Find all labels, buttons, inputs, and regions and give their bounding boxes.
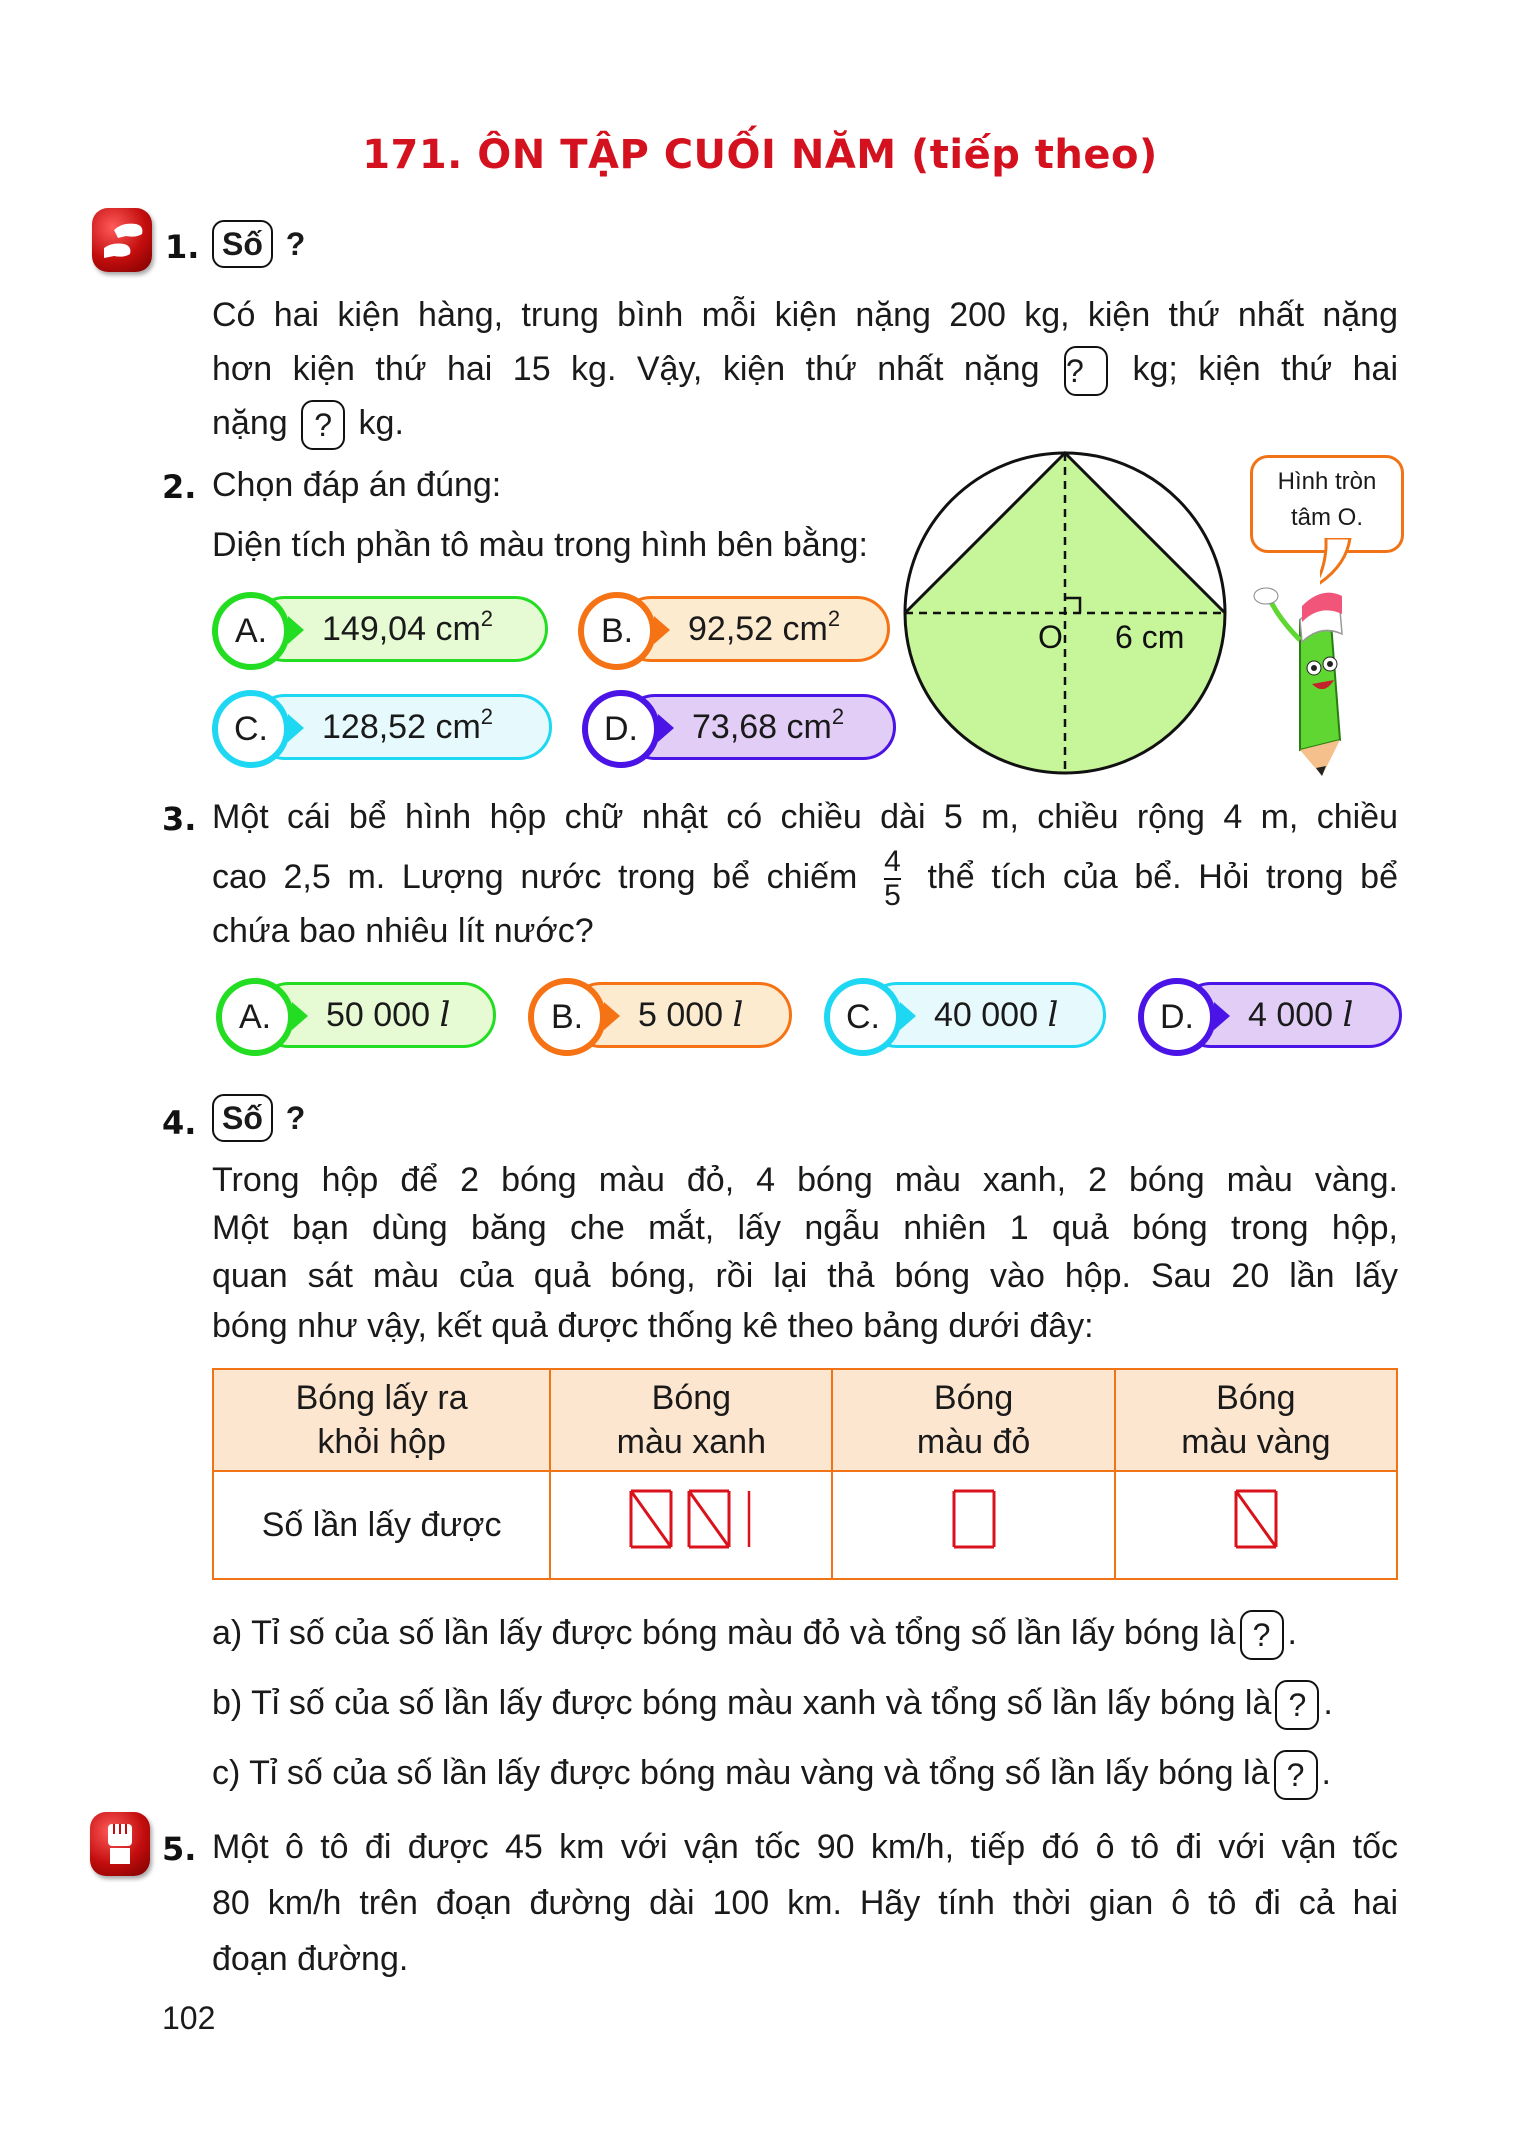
option-value: 5 000 l bbox=[638, 995, 744, 1035]
option-arrow-icon bbox=[604, 1002, 620, 1030]
answer-blank[interactable]: ? bbox=[1240, 1610, 1284, 1660]
q4-sub-b: b) Tỉ số của số lần lấy được bóng màu xanh và tổng số lần lấy bóng là ? . bbox=[212, 1676, 1333, 1730]
q5-line: Một ô tô đi được 45 km với vận tốc 90 km/h, tiếp đó ô tô đi với vận tốc bbox=[212, 1828, 1398, 1866]
tally-stroke bbox=[631, 1491, 671, 1547]
q1-line3 bbox=[212, 396, 404, 450]
bubble-line-1: Hình tròn bbox=[1277, 468, 1377, 495]
q1-header bbox=[208, 220, 305, 268]
option-letter: A. bbox=[216, 978, 294, 1056]
q2-option-a[interactable] bbox=[212, 596, 548, 662]
question-number-4: 4. bbox=[162, 1104, 197, 1142]
tally-stroke bbox=[689, 1491, 729, 1547]
option-arrow-icon bbox=[288, 616, 304, 644]
q4-sub-c: c) Tỉ số của số lần lấy được bóng màu vàng và tổng số lần lấy bóng là ? . bbox=[212, 1746, 1331, 1800]
answer-blank[interactable]: ? bbox=[1064, 346, 1108, 396]
q4-line: Trong hộp để 2 bóng màu đỏ, 4 bóng màu xanh, 2 bóng màu vàng. bbox=[212, 1161, 1398, 1199]
q2-option-c[interactable] bbox=[212, 694, 552, 760]
q1-line3-a: nặng bbox=[212, 404, 288, 442]
q2-option-b[interactable] bbox=[578, 596, 890, 662]
so-tag: Số bbox=[212, 1094, 273, 1142]
q3-option-d[interactable] bbox=[1138, 982, 1402, 1048]
option-letter: D. bbox=[582, 690, 660, 768]
header-cell: Bóng màu vàng bbox=[1115, 1369, 1397, 1471]
option-value: 149,04 $cm^2$ bbox=[322, 606, 494, 648]
option-letter: A. bbox=[212, 592, 290, 670]
option-letter: D. bbox=[1138, 978, 1216, 1056]
question-number-5: 5. bbox=[162, 1830, 197, 1868]
q1-line3-b: kg. bbox=[358, 404, 404, 442]
q4-line: Một bạn dùng băng che mắt, lấy ngẫu nhiên 1 quả bóng trong hộp, bbox=[212, 1209, 1398, 1247]
q4-line: quan sát màu của quả bóng, rồi lại thả bóng vào hộp. Sau 20 lần lấy bbox=[212, 1257, 1398, 1295]
table-header-row bbox=[213, 1369, 1397, 1471]
option-letter: C. bbox=[824, 978, 902, 1056]
tally-table bbox=[212, 1368, 1398, 1580]
tally-marks bbox=[1156, 1485, 1356, 1555]
option-arrow-icon bbox=[654, 616, 670, 644]
q1-line2-b: kg; kiện thứ hai bbox=[1132, 350, 1399, 388]
tally-cell-red bbox=[832, 1471, 1114, 1579]
option-value: 92,52 $cm^2$ bbox=[688, 606, 841, 648]
q3-option-a[interactable] bbox=[216, 982, 496, 1048]
fraction bbox=[884, 846, 901, 912]
page-title: 171. ÔN TẬP CUỐI NĂM (tiếp theo) bbox=[362, 132, 1158, 178]
bubble-line-2: tâm O. bbox=[1290, 504, 1363, 531]
q2-option-d[interactable] bbox=[582, 694, 896, 760]
option-arrow-icon bbox=[288, 714, 304, 742]
option-value: 4 000 l bbox=[1248, 995, 1354, 1035]
q4-header bbox=[208, 1094, 305, 1142]
option-arrow-icon bbox=[900, 1002, 916, 1030]
tally-stroke bbox=[1236, 1491, 1276, 1547]
q2-text: Diện tích phần tô màu trong hình bên bằng: bbox=[212, 526, 868, 564]
hands-pointing-icon bbox=[92, 208, 152, 272]
answer-blank[interactable]: ? bbox=[301, 400, 345, 450]
tally-marks bbox=[874, 1485, 1074, 1555]
question-number-3: 3. bbox=[162, 800, 197, 838]
q5-line: 80 km/h trên đoạn đường dài 100 km. Hãy tính thời gian ô tô đi cả hai bbox=[212, 1884, 1398, 1922]
option-value: 40 000 l bbox=[934, 995, 1059, 1035]
option-value: 73,68 $cm^2$ bbox=[692, 704, 845, 746]
q3-line2-a: cao 2,5 m. Lượng nước trong bể chiếm bbox=[212, 857, 858, 896]
q5-line: đoạn đường. bbox=[212, 1940, 409, 1978]
option-letter: B. bbox=[528, 978, 606, 1056]
q3-line2 bbox=[212, 846, 1398, 912]
question-mark: ? bbox=[285, 226, 306, 262]
table-row bbox=[213, 1471, 1397, 1579]
q3-option-b[interactable] bbox=[528, 982, 792, 1048]
question-number-2: 2. bbox=[162, 468, 197, 506]
tally-marks bbox=[591, 1485, 791, 1555]
question-mark: ? bbox=[285, 1100, 306, 1136]
option-arrow-icon bbox=[292, 1002, 308, 1030]
raised-fist-icon bbox=[90, 1812, 150, 1876]
q3-line1: Một cái bể hình hộp chữ nhật có chiều dài 5 m, chiều rộng 4 m, chiều bbox=[212, 798, 1398, 836]
option-letter: B. bbox=[578, 592, 656, 670]
header-cell: Bóng lấy ra khỏi hộp bbox=[213, 1369, 550, 1471]
q4-sub-a: a) Tỉ số của số lần lấy được bóng màu đỏ và tổng số lần lấy bóng là ? . bbox=[212, 1606, 1297, 1660]
q2-prompt: Chọn đáp án đúng: bbox=[212, 466, 502, 504]
fraction-numerator: 4 bbox=[884, 845, 901, 878]
header-cell: Bóng màu xanh bbox=[550, 1369, 832, 1471]
row-label: Số lần lấy được bbox=[213, 1471, 550, 1579]
answer-blank[interactable]: ? bbox=[1274, 1750, 1318, 1800]
option-arrow-icon bbox=[1214, 1002, 1230, 1030]
radius-label: 6 cm bbox=[1115, 619, 1185, 655]
tally-cell-green bbox=[550, 1471, 832, 1579]
question-number-1: 1. bbox=[165, 228, 200, 266]
option-letter: C. bbox=[212, 690, 290, 768]
q1-line1: Có hai kiện hàng, trung bình mỗi kiện nặng 200 kg, kiện thứ nhất nặng bbox=[212, 296, 1398, 334]
tally-cell-yellow bbox=[1115, 1471, 1397, 1579]
header-cell: Bóng màu đỏ bbox=[832, 1369, 1114, 1471]
pencil-mascot-icon bbox=[1230, 580, 1370, 780]
fraction-denominator: 5 bbox=[884, 879, 901, 912]
page-number: 102 bbox=[162, 2000, 216, 2036]
option-arrow-icon bbox=[658, 714, 674, 742]
q1-line2-a: hơn kiện thứ hai 15 kg. Vậy, kiện thứ nhất nặng bbox=[212, 350, 1040, 388]
answer-blank[interactable]: ? bbox=[1275, 1680, 1319, 1730]
q3-line2-b: thể tích của bể. Hỏi trong bể bbox=[927, 857, 1398, 896]
q1-line2 bbox=[212, 342, 1398, 396]
center-label: O bbox=[1038, 619, 1063, 655]
q3-line3: chứa bao nhiêu lít nước? bbox=[212, 912, 594, 950]
so-tag: Số bbox=[212, 220, 273, 268]
q4-line: bóng như vậy, kết quả được thống kê theo bảng dưới đây: bbox=[212, 1307, 1094, 1345]
circle-figure bbox=[900, 448, 1230, 778]
option-value: 128,52 $cm^2$ bbox=[322, 704, 494, 746]
q3-option-c[interactable] bbox=[824, 982, 1106, 1048]
option-value: 50 000 l bbox=[326, 995, 451, 1035]
